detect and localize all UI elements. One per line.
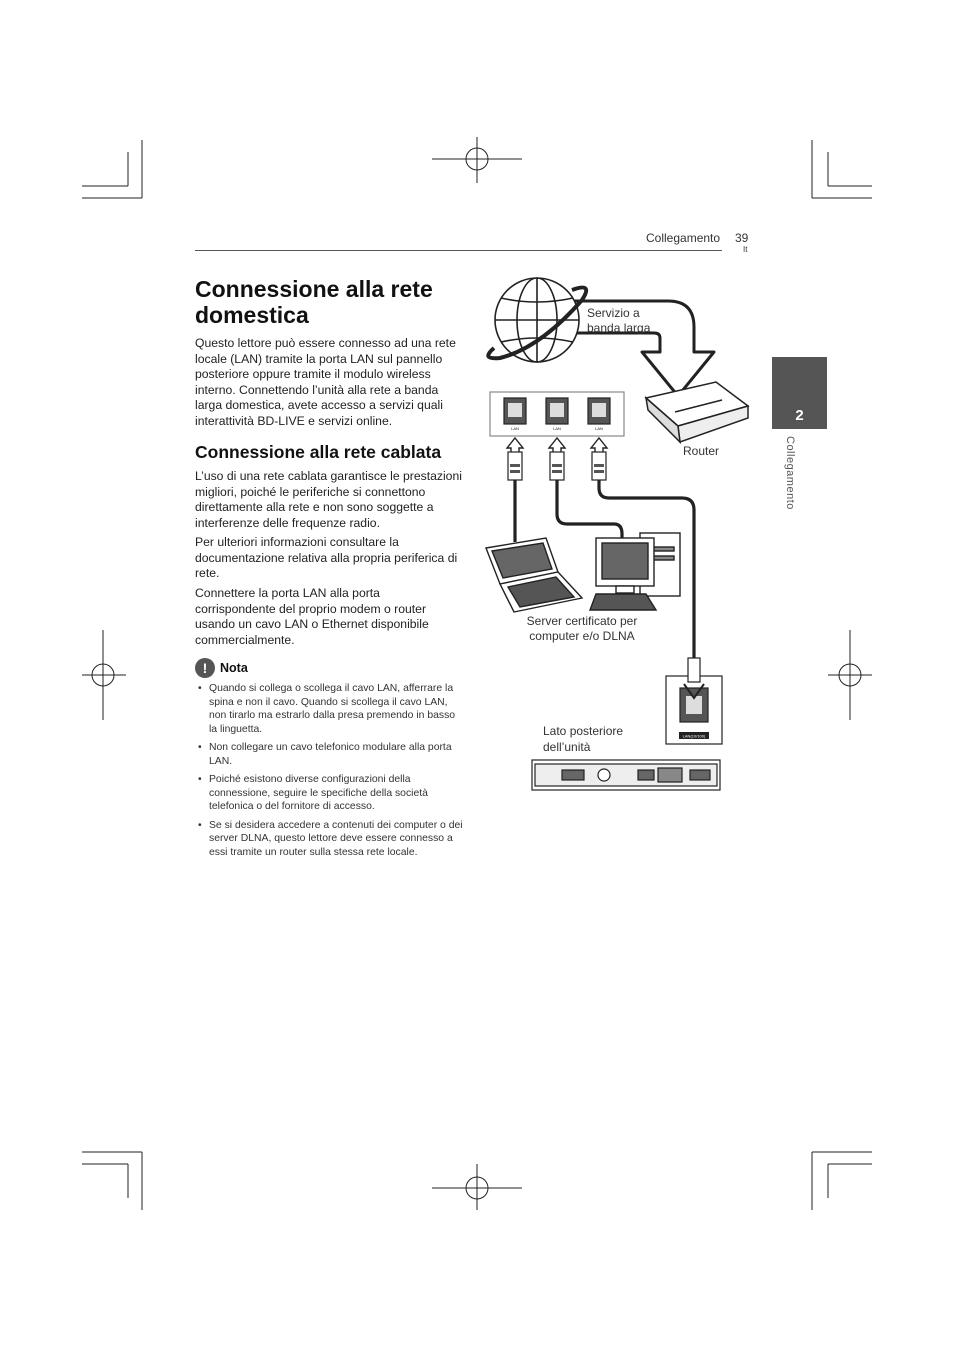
laptop-icon (486, 538, 582, 612)
lan-port-label-3: LAN (595, 426, 603, 431)
body-paragraph-2: Per ulteriori informazioni consultare la documentazione relativa alla propria periferica di rete. (195, 535, 458, 581)
body-paragraph-3: Connettere la porta LAN alla porta corrispondente del proprio modem o router usando un cavo LAN o Ethernet disponibile commercialmente. (195, 586, 429, 647)
unit-lan-port-label: LAN(10/100) (682, 733, 706, 739)
lan-port-label-1: LAN (511, 426, 519, 431)
note-heading (195, 658, 248, 678)
note-item-4: • Se si desidera accedere a contenuti dei computer o dei server DLNA, questo lettore deve essere connesso a essi tramite un router sulla stessa rete locale. (195, 819, 463, 860)
lan-port-label-2: LAN (553, 426, 561, 431)
running-header-section: Collegamento (646, 231, 721, 245)
chapter-number: 2 (795, 407, 804, 424)
broadband-label-line2: banda larga (587, 321, 651, 335)
note-item-1: • Quando si collega o scollega il cavo LAN, afferrare la spina e non il cavo. Quando si scollega il cavo LAN, non tirarlo ma estrarlo dalla presa premendo in basso la linguetta. (195, 682, 463, 736)
page-title: Connessione alla rete domestica (195, 276, 433, 328)
player-rear-panel (532, 760, 720, 790)
language-code: It (743, 245, 748, 254)
desktop-computer-icon (590, 533, 680, 610)
server-label-line1: Server certificato per (526, 614, 638, 628)
header-rule (195, 250, 722, 251)
note-item-2: • Non collegare un cavo telefonico modulare alla porta LAN. (195, 741, 463, 768)
rear-label-line1: Lato posteriore (543, 724, 624, 738)
page-number: 39 (735, 231, 749, 245)
body-paragraph-1: L’uso di una rete cablata garantisce le prestazioni migliori, poiché le periferiche si connettono direttamente alla rete e non sono soggette a interferenze delle frequenze radio. (195, 469, 462, 530)
network-diagram (470, 270, 760, 805)
rear-label-line2: dell’unità (543, 740, 591, 754)
warning-icon: ! (195, 658, 215, 678)
chapter-tab (772, 357, 827, 429)
lan-cable-plugs (508, 452, 606, 480)
chapter-tab-label: Collegamento (784, 436, 796, 510)
broadband-label-line1: Servizio a (587, 306, 640, 320)
server-label-line2: computer e/o DLNA (529, 629, 635, 643)
note-item-3: • Poiché esistono diverse configurazioni della connessione, seguire le specifiche della società telefonica o del fornitore di accesso. (195, 773, 463, 814)
note-list (195, 682, 463, 864)
router-label: Router (683, 444, 720, 458)
unit-lan-port-closeup (666, 658, 722, 744)
internet-globe-icon (488, 278, 586, 362)
intro-paragraph: Questo lettore può essere connesso ad una rete locale (LAN) tramite la porta LAN sul pannello posteriore oppure tramite il modulo wireless interno. Connettendo l’unità alla rete a banda larga domestica, avete accesso a servizi quali interattività BD-LIVE e servizi online. (195, 336, 456, 428)
router-icon (646, 382, 748, 442)
network-diagram-drawing (470, 270, 760, 800)
note-title: Nota (220, 661, 248, 675)
section-title: Connessione alla rete cablata (195, 442, 442, 462)
